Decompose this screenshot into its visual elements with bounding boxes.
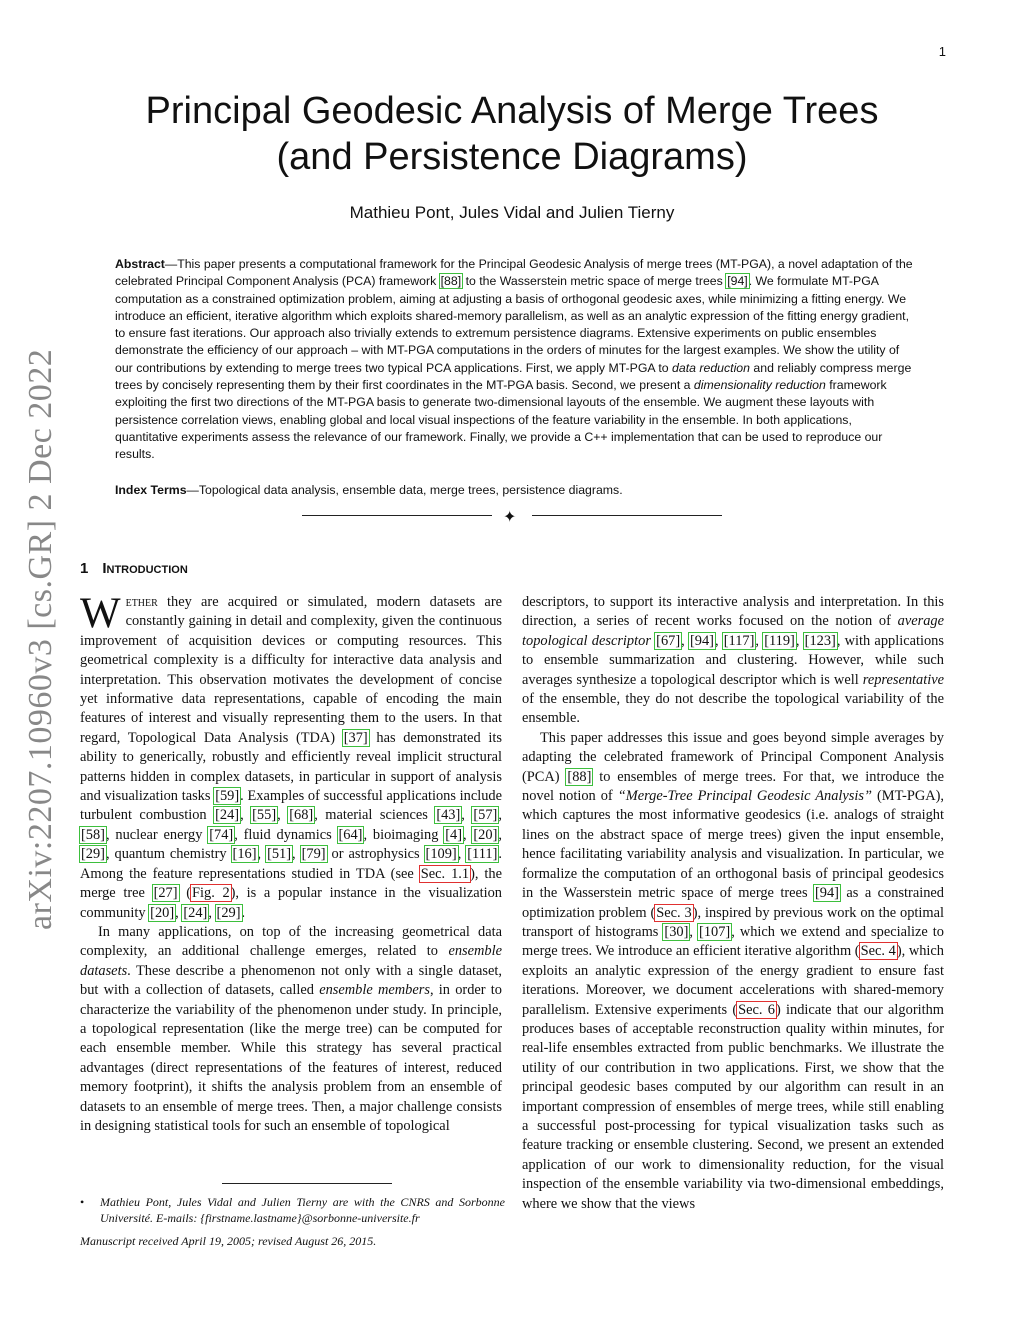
- text: , material sciences: [314, 807, 436, 824]
- citation-link[interactable]: [24]: [215, 807, 240, 824]
- text: This paper addresses this issue and goes beyond simple averages by adapting the celebrated framework of Principal Component Analysis (PCA): [522, 729, 944, 785]
- citation-link[interactable]: [20]: [473, 826, 498, 843]
- citation-link[interactable]: [74]: [209, 826, 234, 843]
- section-heading: [80, 560, 188, 577]
- text: , bioimaging: [363, 826, 445, 843]
- emphasis: ensemble datasets: [80, 943, 502, 979]
- citation-link[interactable]: [88]: [567, 768, 592, 785]
- citation-link[interactable]: [57]: [473, 807, 498, 824]
- citation-link[interactable]: [30]: [664, 923, 689, 940]
- paragraph: Wether they are acquired or simulated, modern datasets are constantly gaining in detail and complexity, given the continuous improvement of acquisition devices or computing resources. This geometrical complexity is a difficulty for interactive data analysis and interpretation. This observation motivates the development of concise yet informative data representations, capable of encoding the main features of interest and visually representing them to the users. In that regard, Topological Data Analysis (TDA) [37] has demonstrated its ability to generically, robustly and efficiently reveal implicit structural patterns hidden in complex datasets, in particular in support of analysis and visualization tasks [59]. Examples of successful applications include turbulent combustion [24], [55], [68], material sciences [43], [57], [58], nuclear energy [74], fluid dynamics [64], bioimaging [4], [20], [29], quantum chemistry [16], [51], [79] or astrophysics [109], [111]. Among the feature representations studied in TDA (see Sec. 1.1), the merge tree [27] (Fig. 2), is a popular instance in the visualization community [20], [24], [29].: [80, 590, 503, 921]
- divider-line: [302, 515, 492, 516]
- section-title: Introduction: [102, 560, 188, 577]
- text: . These describe a phenomenon not only with a single dataset, but with a collection of datasets, called: [80, 962, 502, 999]
- arxiv-identifier: arXiv:2207.10960v3 [cs.GR] 2 Dec 2022: [22, 348, 59, 930]
- footnote: [80, 1194, 505, 1226]
- section-link[interactable]: Sec. 3: [656, 904, 692, 921]
- paragraph: descriptors, to support its interactive analysis and interpretation. In this direction, a series of recent works focused on the notion of average topological descriptor [67], [94], [117], [119], [123], with applications to ensemble summarization and clustering. However, while such averages synthesize a topological descriptor which is well representative of the ensemble, they do not describe the topological variability of the ensemble.: [522, 594, 944, 727]
- abstract-emphasis: dimensionality reduction: [693, 378, 826, 393]
- text: they are acquired or simulated, modern datasets are constantly gaining in detail and complexity, given the continuous improvement of acquisition devices or computing resources. This geometrical complexity is a difficulty for interactive data analysis and interpretation. This observation motivates the development of concise yet informative data representations, capable of encoding the main features of interest and visually representing them to the users. In that regard, Topological Data Analysis (TDA): [80, 594, 502, 746]
- emphasis: “Merge-Tree Principal Geodesic Analysis”: [617, 788, 872, 805]
- citation-link[interactable]: [119]: [764, 632, 795, 649]
- abstract: [115, 256, 915, 464]
- text: ), inspired by previous work on the optimal transport of histograms: [522, 904, 944, 940]
- text: . Examples of successful applications include turbulent combustion: [80, 788, 503, 824]
- divider-line: [532, 515, 722, 516]
- text: of the ensemble, they do not describe the topological variability of the ensemble.: [522, 691, 944, 727]
- citation-link[interactable]: [79]: [301, 846, 326, 863]
- manuscript-note: Manuscript received April 19, 2005; revised August 26, 2015.: [80, 1234, 377, 1248]
- index-terms-text: —Topological data analysis, ensemble data, merge trees, persistence diagrams.: [186, 483, 623, 497]
- footnote-rule: [222, 1183, 392, 1184]
- citation-link[interactable]: [64]: [338, 826, 363, 843]
- text: , fluid dynamics: [234, 826, 338, 843]
- text: ), the merge tree: [80, 865, 502, 902]
- left-column: [80, 590, 503, 1136]
- citation-link[interactable]: [111]: [467, 846, 498, 863]
- emphasis: ensemble members: [319, 982, 430, 999]
- section-divider: [300, 507, 724, 525]
- emphasis: representative: [862, 671, 944, 688]
- citation-link[interactable]: [55]: [252, 807, 277, 824]
- citation-link[interactable]: [94]: [814, 885, 839, 902]
- text: , nuclear energy: [105, 826, 209, 843]
- text: to ensembles of merge trees. For that, we introduce the novel notion of: [522, 768, 944, 805]
- authors: Mathieu Pont, Jules Vidal and Julien Tierny: [349, 203, 675, 222]
- citation-link[interactable]: [24]: [183, 904, 208, 921]
- citation-link[interactable]: [43]: [436, 807, 461, 824]
- text: , with applications to ensemble summarization and clustering. However, while such averages synthesize a topological descriptor which is well: [522, 632, 944, 688]
- small-caps-text: ether: [125, 594, 158, 610]
- citation-link[interactable]: [123]: [804, 632, 836, 649]
- text: firstname.lastname: [205, 1211, 297, 1225]
- index-terms: [115, 483, 915, 497]
- text: .: [241, 904, 246, 921]
- text: , in order to characterize the variability of the phenomenon under study. In principle, a topological representation (like the merge tree) can be computed for each ensemble member. While this strategy has several practical advantages (direct representations of the features of interest, reduced memory footprint), it shifts the analysis problem from an ensemble of datasets to an ensemble of merge trees. Then, a major challenge consists in designing statistical tools for such an ensemble of topological: [80, 982, 502, 1134]
- abstract-text: —This paper presents a computational framework for the Principal Geodesic Analysis of merge trees (MT-PGA), a novel adaptation of the celebrated Principal Component Analysis (PCA) framework: [115, 257, 913, 289]
- citation-link[interactable]: [68]: [289, 807, 314, 824]
- text: , quantum chemistry: [105, 846, 232, 863]
- abstract-label: Abstract: [115, 257, 165, 271]
- text: Mathieu Pont, Jules Vidal and Julien Tierny are with the CNRS and Sorbonne Université. E-mails: {: [100, 1195, 505, 1225]
- citation-link[interactable]: [94]: [727, 274, 748, 289]
- emphasis: average topological descriptor: [522, 613, 944, 649]
- abstract-text: and reliably compress merge trees by concisely representing them by their first coordinates in the MT-PGA basis. Second, we present a: [115, 360, 912, 393]
- text: ) indicate that our algorithm produces bases of acceptable reconstruction quality within minutes, for real-life ensembles extracted from public benchmarks. We illustrate the utility of our contribution in two applications. First, we show that the principal geodesic bases computed by our algorithm can result in an important compression of ensembles of merge trees, while still enabling a successful post-processing for typical visualization tasks such as feature tracking or ensemble clustering. Second, we present an extended application of our work to dimensionality reduction, for the visual inspection of the ensemble variability via two-dimensional embeddings, where we show that the views: [522, 1001, 944, 1212]
- citation-link[interactable]: [51]: [267, 846, 292, 863]
- text: . Among the feature representations studied in TDA (see: [80, 846, 502, 882]
- section-number: 1: [80, 560, 89, 577]
- text: (MT-PGA), which captures the most informative geodesics (i.e. analogs of straight lines on the abstract space of merge trees) given the input ensemble, hence facilitating variability analysis and visualization. In particular, we formalize the computation of an orthogonal basis of principal geodesics in the Wasserstein metric space of merge trees: [522, 788, 945, 902]
- citation-link[interactable]: [117]: [723, 632, 755, 649]
- section-link[interactable]: Sec. 1.1: [420, 865, 470, 882]
- citation-link[interactable]: [88]: [440, 274, 462, 289]
- citation-link[interactable]: [4]: [445, 826, 462, 843]
- text: ), which exploits an analytic expression of the energy gradient to ensure fast iterations. Moreover, we document accelerations with shared-memory parallelism. Extensive experiments (: [522, 943, 945, 1018]
- text: as a constrained optimization problem (: [522, 885, 944, 921]
- citation-link[interactable]: [20]: [150, 904, 175, 921]
- citation-link[interactable]: [37]: [343, 729, 368, 746]
- text: }@sorbonne-universite.fr: [296, 1211, 420, 1225]
- abstract-text: framework exploiting the first two directions of the MT-PGA basis to generate two-dimensional layouts of the ensemble. We augment these layouts with persistence correlation views, enabling global and local visual inspections of the feature variability in the ensemble. In both applications, quantitative experiments assess the relevance of our framework. Finally, we provide a C++ implementation that can be used to reproduce our results.: [115, 378, 887, 462]
- paper-title: [80, 88, 944, 180]
- figure-link[interactable]: Fig. 2: [192, 885, 230, 902]
- paragraph: [80, 923, 502, 1136]
- section-link[interactable]: Sec. 6: [738, 1001, 775, 1018]
- divider-star-icon: ✦: [503, 507, 517, 526]
- text: , which we extend and specialize to merge trees. We introduce an efficient iterative algorithm (: [522, 923, 944, 960]
- title-line-1: Principal Geodesic Analysis of Merge Trees: [145, 90, 879, 132]
- text: ), is a popular instance in the visualization community: [80, 885, 502, 921]
- drop-cap: W: [80, 590, 121, 637]
- index-terms-label: Index Terms: [115, 483, 187, 497]
- footnote-text: [100, 1194, 505, 1226]
- citation-link[interactable]: [29]: [216, 904, 241, 921]
- abstract-emphasis: data reduction: [672, 360, 750, 375]
- citation-link[interactable]: [109]: [425, 846, 457, 863]
- citation-link[interactable]: [94]: [689, 632, 714, 649]
- citation-link[interactable]: [67]: [656, 632, 681, 649]
- abstract-text: . We formulate MT-PGA computation as a constrained optimization problem, aiming at adjusting a basis of orthogonal geodesic axes, while minimizing a fitting energy. We introduce an efficient, iterative algorithm which exploits shared-memory parallelism, as well as an analytic expression of the fitting energy gradient, to ensure fast iterations. Our approach also trivially extends to extremum persistence diagrams. Extensive experiments on public ensembles demonstrate the efficiency of our approach – with MT-PGA computations in the orders of minutes for the largest examples. We show the utility of our contributions by extending to merge trees two typical PCA applications. First, we apply MT-PGA to: [115, 274, 909, 375]
- page-number: 1: [938, 44, 946, 59]
- citation-link[interactable]: [107]: [699, 923, 731, 940]
- citation-link[interactable]: [58]: [81, 826, 105, 843]
- citation-link[interactable]: [59]: [215, 788, 240, 805]
- section-link[interactable]: Sec. 4: [860, 943, 896, 960]
- text: In many applications, on top of the increasing geometrical data complexity, an additional challenge emerges, related to: [80, 923, 502, 960]
- citation-link[interactable]: [29]: [81, 846, 105, 863]
- citation-link[interactable]: [16]: [232, 846, 257, 863]
- paragraph: This paper addresses this issue and goes beyond simple averages by adapting the celebrated framework of Principal Component Analysis (PCA) [88] to ensembles of merge trees. For that, we introduce the novel notion of “Merge-Tree Principal Geodesic Analysis” (MT-PGA), which captures the most informative geodesics (i.e. analogs of straight lines on the abstract space of merge trees) given the input ensemble, hence facilitating variability analysis and visualization. In particular, we formalize the computation of an orthogonal basis of principal geodesics in the Wasserstein metric space of merge trees [94] as a constrained optimization problem (Sec. 3), inspired by previous work on the optimal transport of histograms [30], [107], which we extend and specialize to merge trees. We introduce an efficient iterative algorithm (Sec. 4), which exploits an analytic expression of the energy gradient to ensure fast iterations. Moreover, we document accelerations with shared-memory parallelism. Extensive experiments (Sec. 6) indicate that our algorithm produces bases of acceptable reconstruction quality within minutes, for real-life ensembles extracted from public benchmarks. We illustrate the utility of our contribution in two applications. First, we show that the principal geodesic bases computed by our algorithm can result in an important compression of ensembles of merge trees, while still enabling a successful post-processing for typical visualization tasks such as feature tracking or ensemble clustering. Second, we present an extended application of our work to dimensionality reduction, for the visual inspection of the ensemble variability via two-dimensional embeddings, where we show that the views: [522, 729, 945, 1212]
- right-column: [522, 593, 944, 1214]
- text: or astrophysics: [326, 846, 425, 863]
- text: has demonstrated its ability to generically, robustly and efficiently reveal implicit structural patterns hidden in complex datasets, in particular in support of analysis and visualization tasks: [80, 729, 502, 805]
- title-line-2: (and Persistence Diagrams): [276, 136, 748, 178]
- abstract-text: to the Wasserstein metric space of merge trees: [462, 274, 727, 289]
- text: descriptors, to support its interactive analysis and interpretation. In this direction, a series of recent works focused on the notion of: [522, 594, 944, 630]
- bullet-icon: •: [80, 1195, 85, 1209]
- citation-link[interactable]: [27]: [153, 885, 178, 902]
